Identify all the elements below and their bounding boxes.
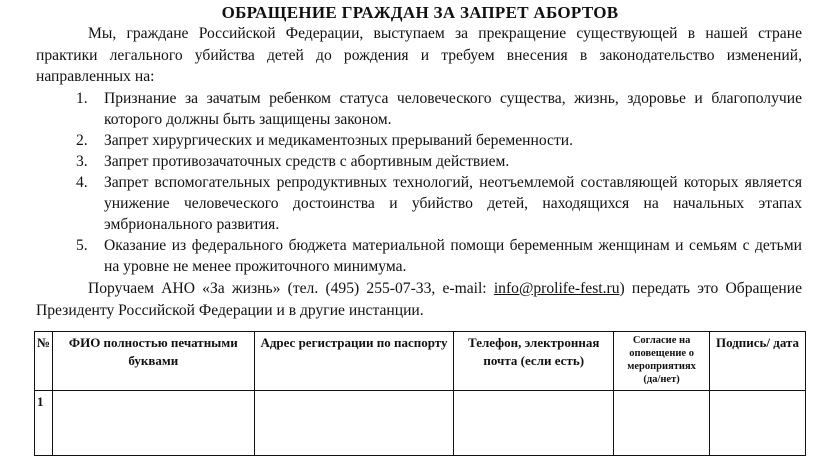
header-full-name: ФИО полностью печатными буквами — [52, 332, 254, 391]
list-item — [76, 151, 802, 172]
header-consent: Согласие на оповещение о мероприятиях (да/нет) — [614, 332, 710, 391]
list-item-text: Признание за зачатым ребенком статуса человеческого существа, жизнь, здоровье и благополучие которого должны быть защищены законом. — [104, 90, 802, 128]
email-link[interactable]: info@prolife-fest.ru — [493, 280, 620, 297]
list-item — [76, 235, 802, 277]
list-item-text: Запрет противозачаточных средств с абортивным действием. — [104, 153, 510, 170]
list-item — [76, 172, 802, 235]
document-title: ОБРАЩЕНИЕ ГРАЖДАН ЗА ЗАПРЕТ АБОРТОВ — [221, 3, 619, 22]
list-item-number: 1. — [76, 90, 88, 107]
header-signature-date: Подпись/ дата — [710, 332, 806, 391]
list-item-number: 4. — [76, 174, 88, 191]
list-item-text: Оказание из федерального бюджета материальной помощи беременным женщинам и семьям с детьми на уровне не менее прожиточного минимума. — [104, 237, 802, 275]
header-contacts: Телефон, электронная почта (если есть) — [454, 332, 614, 391]
row-number: 1 — [35, 391, 53, 456]
intro-paragraph: Мы, граждане Российской Федерации, выступаем за прекращение существующей в нашей стране практики легального убийства детей до рождения и требуем внесения в законодательство изменений, направленных на: — [36, 25, 802, 85]
table-header-row — [35, 332, 806, 391]
demands-list — [76, 88, 802, 277]
list-item-number: 5. — [76, 237, 88, 254]
outro-text-start: Поручаем АНО «За жизнь» (тел. (495) 255-07-33, e-mail: — [88, 280, 494, 297]
outro-paragraph — [36, 278, 802, 321]
list-item-number: 2. — [76, 132, 88, 149]
signature-table — [34, 331, 806, 456]
header-address: Адрес регистрации по паспорту — [254, 332, 454, 391]
list-item-text: Запрет хирургических и медикаментозных прерываний беременности. — [104, 132, 574, 149]
list-item-number: 3. — [76, 153, 88, 170]
outro-text-end: ) передать это Обращение Президенту Российской Федерации и в другие инстанции. — [36, 280, 802, 319]
list-item-text: Запрет вспомогательных репродуктивных технологий, неотъемлемой составляющей которых является унижение человеческого достоинства и убийство детей, находящихся на начальных этапах эмбрионального развития. — [104, 174, 802, 233]
header-number: № — [35, 332, 53, 391]
list-item — [76, 130, 802, 151]
list-item — [76, 88, 802, 130]
